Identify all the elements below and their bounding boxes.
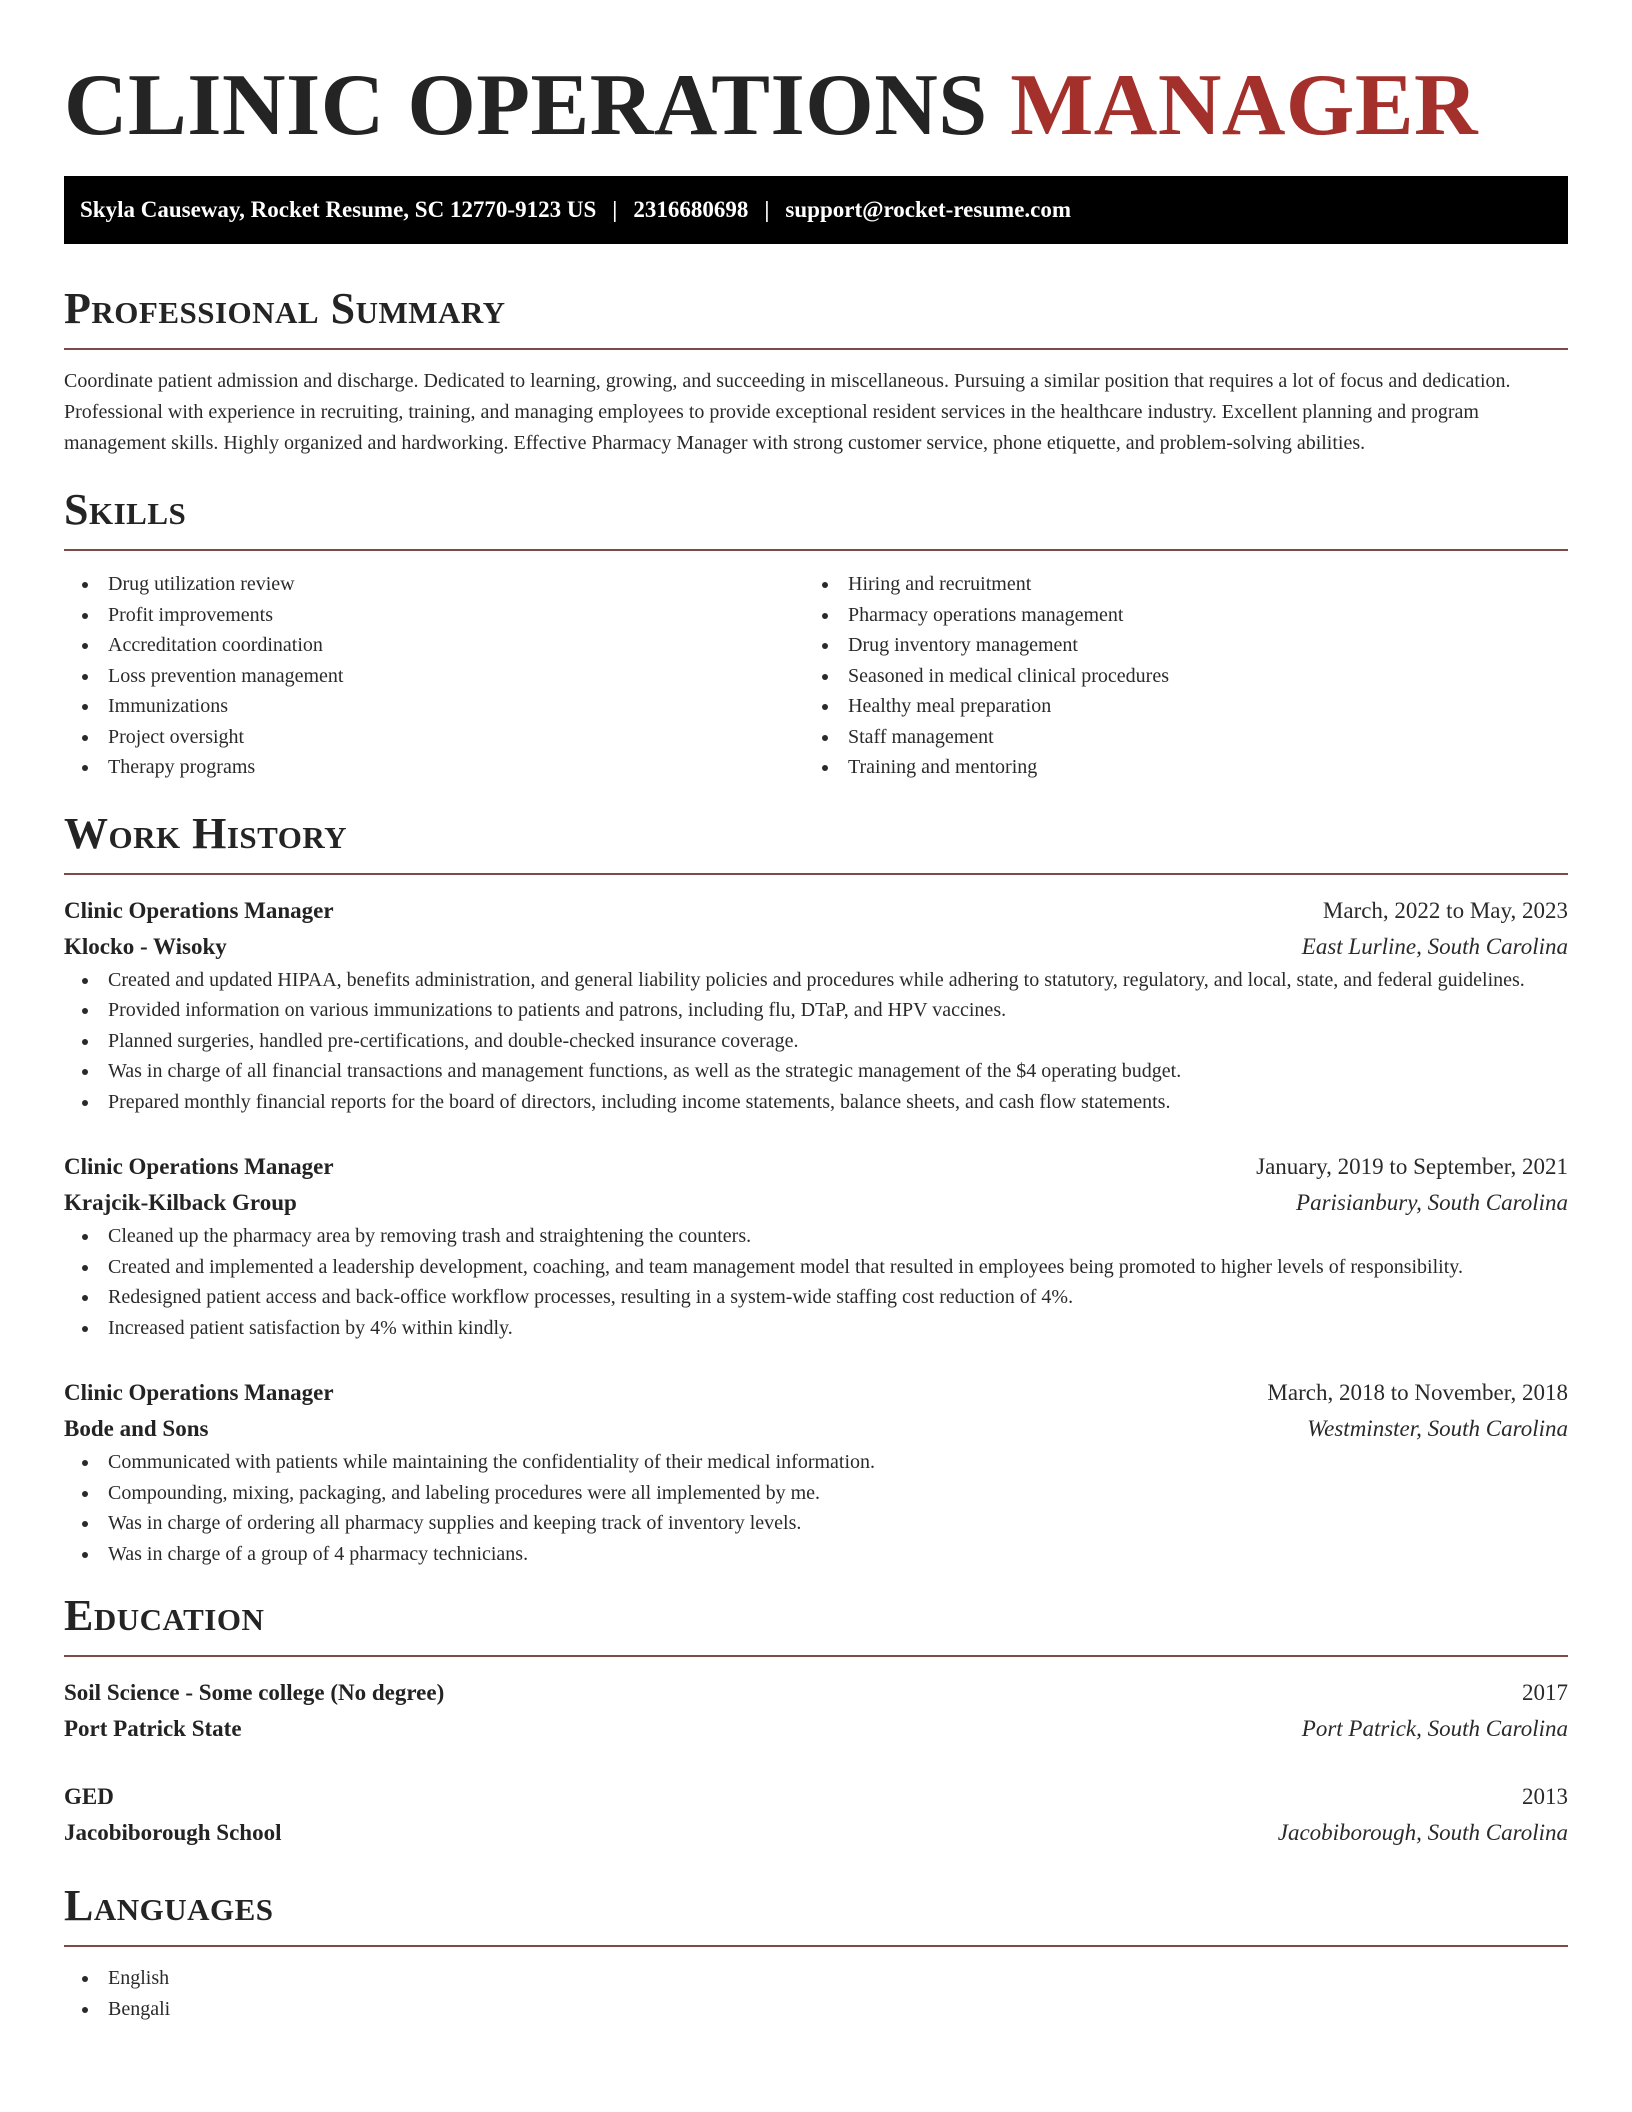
resume-title [64, 56, 1568, 156]
job-duty: Created and implemented a leadership development, coaching, and team management model that resulted in employees being promoted to higher levels of responsibility. [64, 1252, 1568, 1283]
education-entry [64, 1779, 1568, 1851]
skill-item: Therapy programs [64, 752, 804, 783]
job-entry [64, 1375, 1568, 1569]
summary-section [64, 284, 1568, 459]
title-main: CLINIC OPERATIONS [64, 57, 988, 154]
education-header-row [64, 1675, 1568, 1711]
education-school: Jacobiborough School [64, 1820, 282, 1845]
skill-item: Healthy meal preparation [804, 691, 1544, 722]
languages-section [64, 1881, 1568, 2024]
job-duty: Redesigned patient access and back-office workflow processes, resulting in a system-wide staffing cost reduction of 4%. [64, 1282, 1568, 1313]
skill-item: Profit improvements [64, 600, 804, 631]
job-title: Clinic Operations Manager [64, 1380, 334, 1405]
job-location: Parisianbury, South Carolina [1296, 1190, 1568, 1215]
job-duty: Increased patient satisfaction by 4% within kindly. [64, 1313, 1568, 1344]
job-company-row [64, 1185, 1568, 1221]
work-history-section [64, 809, 1568, 1570]
job-header-row [64, 893, 1568, 929]
skill-item: Staff management [804, 722, 1544, 753]
skills-grid [64, 569, 1568, 783]
job-duty: Created and updated HIPAA, benefits administration, and general liability policies and procedures while adhering to statutory, regulatory, and local, state, and federal guidelines. [64, 965, 1568, 996]
job-dates: January, 2019 to September, 2021 [1256, 1154, 1568, 1179]
language-list [64, 1963, 1568, 2024]
job-header-row [64, 1375, 1568, 1411]
job-duty: Planned surgeries, handled pre-certifications, and double-checked insurance coverage. [64, 1026, 1568, 1057]
contact-separator: | [764, 197, 770, 222]
job-entry [64, 893, 1568, 1118]
job-company: Klocko - Wisoky [64, 933, 227, 959]
education-header-row [64, 1779, 1568, 1815]
education-location: Port Patrick, South Carolina [1301, 1716, 1568, 1741]
skills-column-right [804, 569, 1544, 783]
job-company-row [64, 1411, 1568, 1447]
skills-column-left [64, 569, 804, 783]
education-degree: GED [64, 1784, 114, 1809]
education-location: Jacobiborough, South Carolina [1277, 1820, 1568, 1845]
job-entry [64, 1149, 1568, 1343]
job-title: Clinic Operations Manager [64, 1154, 334, 1179]
job-duty: Was in charge of all financial transactions and management functions, as well as the strategic management of the $4 operating budget. [64, 1056, 1568, 1087]
skill-item: Training and mentoring [804, 752, 1544, 783]
section-title-summary: Professional Summary [64, 284, 506, 333]
job-duty: Communicated with patients while maintaining the confidentiality of their medical information. [64, 1447, 1568, 1478]
section-divider [64, 1945, 1568, 1947]
skill-item: Seasoned in medical clinical procedures [804, 661, 1544, 692]
education-year: 2013 [1522, 1784, 1568, 1809]
education-entry [64, 1675, 1568, 1747]
education-school-row [64, 1711, 1568, 1747]
section-divider [64, 873, 1568, 875]
skill-item: Immunizations [64, 691, 804, 722]
job-list [64, 893, 1568, 1570]
job-dates: March, 2022 to May, 2023 [1322, 897, 1568, 923]
education-school: Port Patrick State [64, 1716, 242, 1741]
job-duties [64, 965, 1568, 1118]
job-duty: Was in charge of ordering all pharmacy supplies and keeping track of inventory levels. [64, 1508, 1568, 1539]
section-divider [64, 549, 1568, 551]
job-title: Clinic Operations Manager [64, 897, 334, 923]
job-duty: Was in charge of a group of 4 pharmacy technicians. [64, 1539, 1568, 1570]
skill-item: Drug utilization review [64, 569, 804, 600]
job-location: Westminster, South Carolina [1307, 1416, 1568, 1441]
job-header-row [64, 1149, 1568, 1185]
job-duty: Provided information on various immunizations to patients and patrons, including flu, DTaP, and HPV vaccines. [64, 995, 1568, 1026]
skill-item: Drug inventory management [804, 630, 1544, 661]
job-duties [64, 1447, 1568, 1569]
skill-item: Hiring and recruitment [804, 569, 1544, 600]
job-company: Krajcik-Kilback Group [64, 1190, 297, 1215]
job-dates: March, 2018 to November, 2018 [1267, 1380, 1568, 1405]
contact-separator: | [612, 197, 618, 222]
skill-item: Loss prevention management [64, 661, 804, 692]
language-item: Bengali [64, 1994, 1568, 2025]
section-title-languages: Languages [64, 1881, 274, 1930]
skills-section [64, 485, 1568, 783]
skill-item: Accreditation coordination [64, 630, 804, 661]
summary-text: Coordinate patient admission and discharge. Dedicated to learning, growing, and succeeding in miscellaneous. Pursuing a similar position that requires a lot of focus and dedication. Professional with experience in recruiting, training, and managing employees to provide exceptional resident services in the healthcare industry. Excellent planning and program management skills. Highly organized and hardworking. Effective Pharmacy Manager with strong customer service, phone etiquette, and problem-solving abilities. [64, 370, 1511, 454]
job-duty: Compounding, mixing, packaging, and labeling procedures were all implemented by me. [64, 1478, 1568, 1509]
job-duties [64, 1221, 1568, 1343]
education-list [64, 1675, 1568, 1851]
education-year: 2017 [1522, 1680, 1568, 1705]
education-section [64, 1591, 1568, 1851]
job-company-row [64, 929, 1568, 965]
job-location: East Lurline, South Carolina [1301, 933, 1568, 959]
title-accent: MANAGER [1010, 57, 1479, 154]
section-title-skills: Skills [64, 485, 187, 534]
language-item: English [64, 1963, 1568, 1994]
education-school-row [64, 1815, 1568, 1851]
education-degree: Soil Science - Some college (No degree) [64, 1680, 445, 1705]
section-title-education: Education [64, 1591, 265, 1640]
contact-phone: 2316680698 [633, 197, 749, 222]
job-duty: Cleaned up the pharmacy area by removing trash and straightening the counters. [64, 1221, 1568, 1252]
skill-item: Pharmacy operations management [804, 600, 1544, 631]
skill-item: Project oversight [64, 722, 804, 753]
section-divider [64, 1655, 1568, 1657]
job-company: Bode and Sons [64, 1416, 209, 1441]
section-divider [64, 348, 1568, 350]
contact-address: Skyla Causeway, Rocket Resume, SC 12770-9123 US [80, 197, 597, 222]
job-duty: Prepared monthly financial reports for the board of directors, including income statements, balance sheets, and cash flow statements. [64, 1087, 1568, 1118]
contact-bar [64, 176, 1568, 244]
contact-email: support@rocket-resume.com [785, 197, 1072, 222]
section-title-work-history: Work History [64, 808, 348, 858]
